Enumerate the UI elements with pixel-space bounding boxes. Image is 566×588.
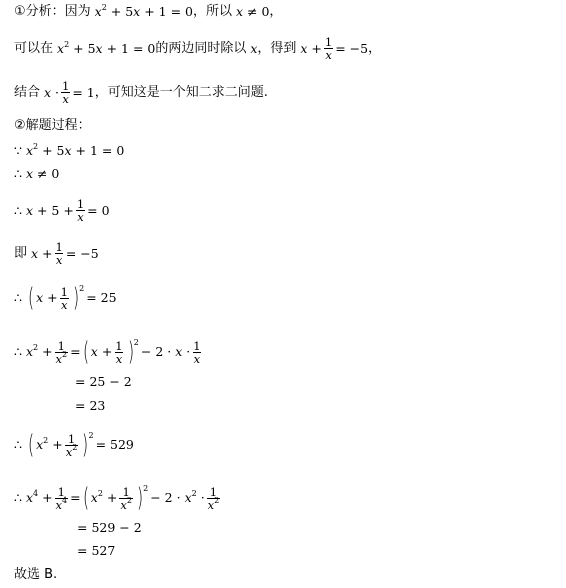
exponent: 2 <box>79 284 85 293</box>
therefore-symbol: ∴ <box>14 344 22 359</box>
exponent: 2 <box>133 338 139 347</box>
fraction: $\frac{1}{x}$ <box>115 338 123 366</box>
equation: = 527 <box>77 543 116 558</box>
operator: = <box>70 490 81 505</box>
fraction: $\frac{1}{x}$ <box>62 79 70 106</box>
equation: = 1 <box>72 84 95 100</box>
step-divide <box>14 198 110 223</box>
left-paren: ( <box>27 430 35 460</box>
fraction: $\frac{1}{x^2}$ <box>207 484 220 512</box>
variable: x <box>246 40 258 56</box>
fraction: $\frac{1}{x}$ <box>76 197 85 224</box>
step-ji <box>14 241 99 266</box>
equation: x ≠ 0 <box>25 166 60 181</box>
variable: x <box>90 344 98 359</box>
therefore-symbol: ∴ <box>14 166 22 181</box>
heading-text: ②解题过程： <box>14 118 91 133</box>
right-paren: ) <box>72 283 80 313</box>
fraction: $\frac{1}{x^4}$ <box>55 484 68 512</box>
equation: $x^2 + 5x + 1 = 0$ <box>94 3 193 19</box>
exponent: 2 <box>88 431 94 440</box>
right-paren: ) <box>127 337 134 367</box>
step-expand-1 <box>14 339 204 365</box>
equation: = 529 − 2 <box>77 520 142 535</box>
analysis-text: ，可知这是一个知二求二问题. <box>94 84 268 100</box>
analysis-line-2 <box>14 36 381 61</box>
equation: x + <box>300 40 322 56</box>
therefore-symbol: ∴ <box>14 202 22 218</box>
equation: − $2 \cdot x^2$ · <box>150 489 205 505</box>
therefore-symbol: ∴ <box>14 490 22 505</box>
equation: = 25 <box>86 290 117 305</box>
equation: = 0 <box>87 202 110 218</box>
analysis-text: 的两边同时除以 <box>155 40 247 56</box>
fraction: $\frac{1}{x^2}$ <box>55 338 68 366</box>
conclusion <box>14 567 57 583</box>
equation: $x^4$ + <box>25 489 53 505</box>
equation: $x^2$ + <box>90 489 118 505</box>
analysis-text: ， <box>269 4 283 19</box>
exponent: 2 <box>143 484 149 493</box>
left-paren: ( <box>27 283 35 313</box>
fraction: $\frac{1}{x^2}$ <box>65 431 78 459</box>
equation: = 529 <box>95 437 134 452</box>
step-because <box>14 143 124 159</box>
equation: = −5 <box>65 245 99 261</box>
step-square <box>14 285 117 311</box>
analysis-line-3 <box>14 80 268 105</box>
variable: x <box>36 290 44 305</box>
step-result-4 <box>77 543 115 559</box>
equation: x + 5 + <box>25 202 74 218</box>
solution-heading <box>14 118 91 134</box>
therefore-symbol: ∴ <box>14 437 22 452</box>
equation: $x^2 + 5x + 1 = 0$ <box>25 142 125 158</box>
equation: $x^2 + 5x + 1 = 0$ <box>57 39 156 56</box>
right-paren: ) <box>82 430 89 460</box>
conclusion-text: 故选 B. <box>14 567 58 582</box>
analysis-text: ，所以 <box>192 4 232 19</box>
equation: x ≠ 0 <box>235 4 270 19</box>
analysis-text: ， <box>368 40 382 56</box>
analysis-line-1 <box>14 4 282 20</box>
operator: + <box>97 344 113 359</box>
analysis-text: ，得到 <box>257 40 297 56</box>
analysis-text: 结合 <box>14 84 41 100</box>
equation: = 23 <box>75 398 106 413</box>
equation: = 25 − 2 <box>75 374 132 389</box>
fraction: $\frac{1}{x^2}$ <box>120 484 132 512</box>
analysis-text: ①分析：因为 <box>14 4 91 19</box>
left-paren: ( <box>82 337 89 367</box>
fraction: $\frac{1}{x}$ <box>55 240 63 267</box>
equation: − 2 · x · <box>140 344 191 359</box>
fraction: $\frac{1}{x}$ <box>324 35 333 62</box>
analysis-text: 可以在 <box>14 40 54 56</box>
equation: $x^2$ + <box>36 436 63 452</box>
operator: = <box>70 344 81 359</box>
step-x-nonzero <box>14 166 59 182</box>
equation: $x^2$ + <box>25 343 53 359</box>
therefore-symbol: ∴ <box>14 290 22 305</box>
because-symbol: ∵ <box>14 143 22 158</box>
step-result-1 <box>75 374 132 390</box>
ji-text: 即 <box>14 245 28 261</box>
step-square-2 <box>14 432 134 458</box>
fraction: $\frac{1}{x}$ <box>193 338 201 366</box>
equation: x + <box>31 245 53 261</box>
step-result-3 <box>77 520 142 536</box>
operator: + <box>43 290 58 305</box>
equation: = −5 <box>335 40 369 56</box>
step-result-2 <box>75 398 105 414</box>
equation: x · <box>44 84 60 100</box>
right-paren: ) <box>137 483 144 513</box>
left-paren: ( <box>82 483 89 513</box>
fraction: $\frac{1}{x}$ <box>60 284 68 312</box>
step-expand-2 <box>14 485 222 511</box>
